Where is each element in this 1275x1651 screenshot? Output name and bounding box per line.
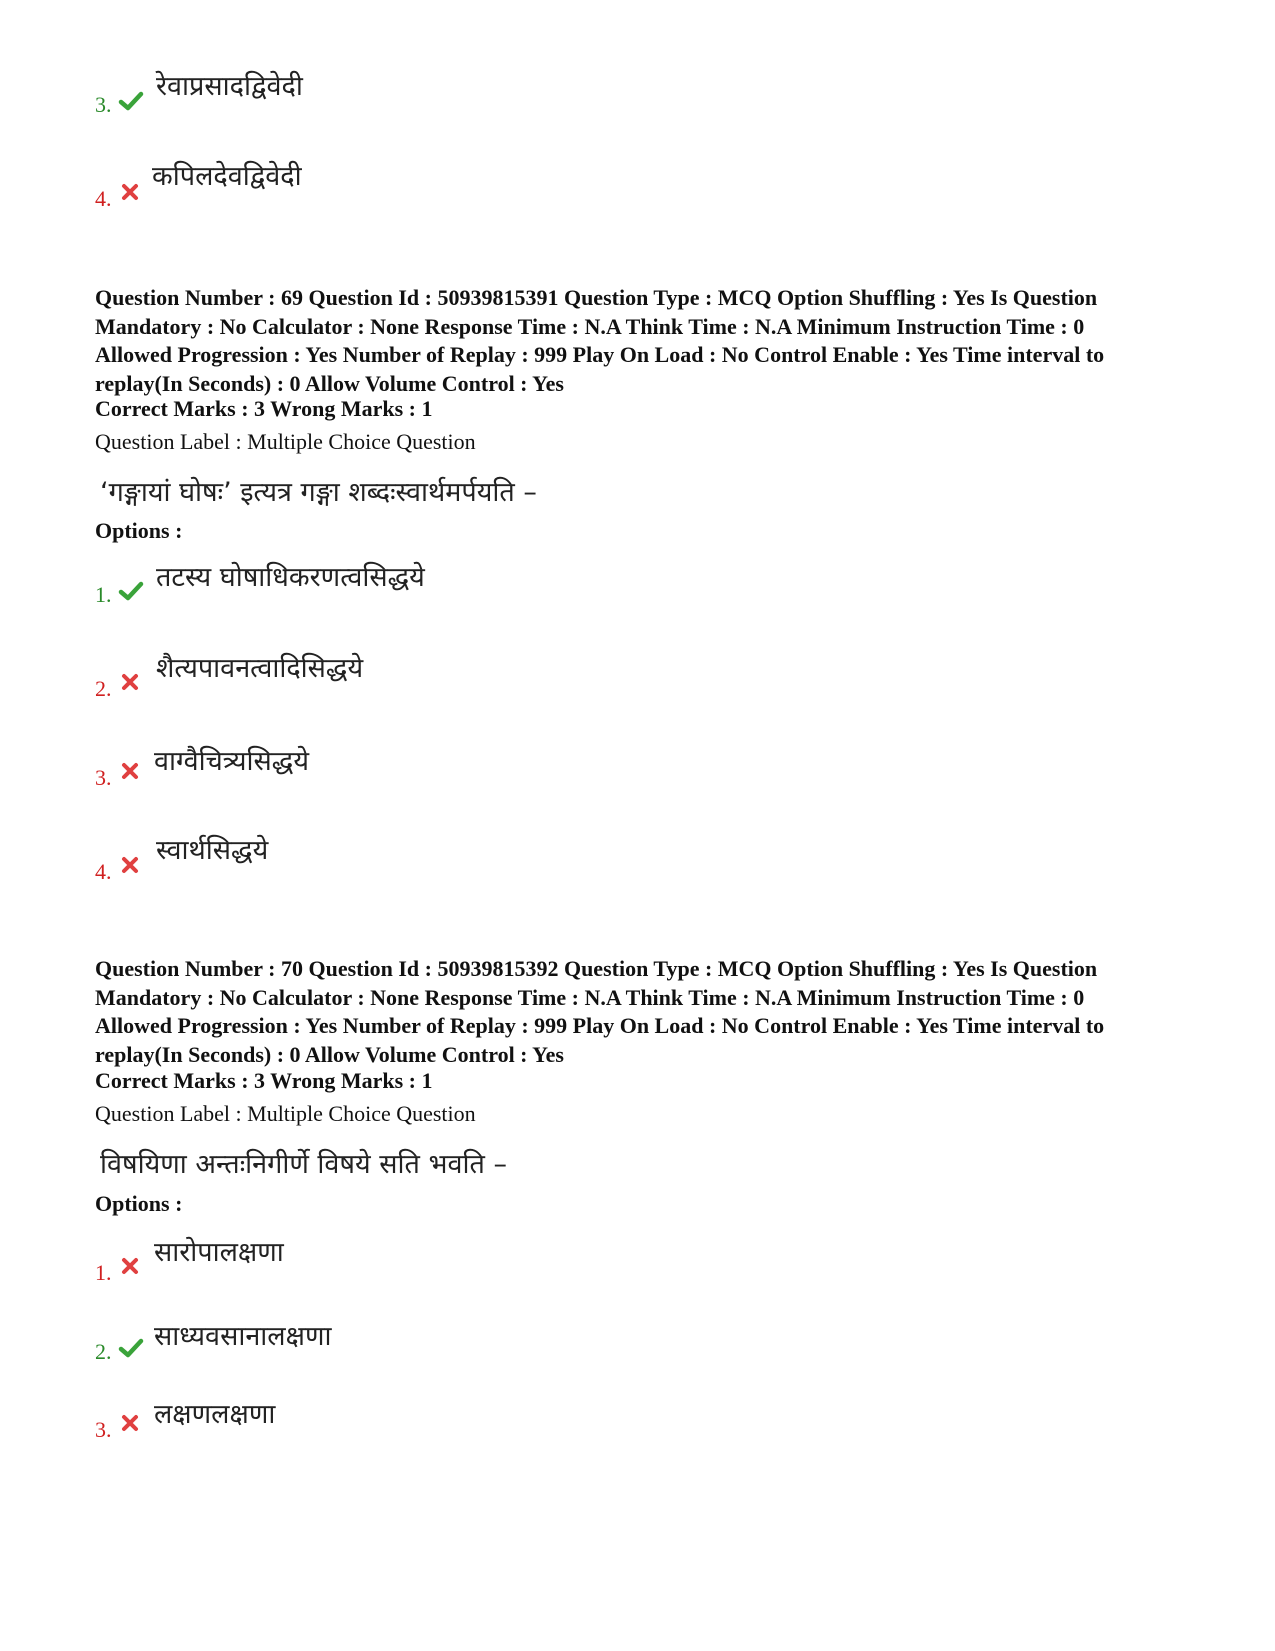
cross-icon	[118, 853, 144, 879]
option-number: 1.	[95, 582, 112, 607]
option-text: कपिलदेवद्विवेदी	[152, 161, 302, 192]
option-text: लक्षणलक्षणा	[154, 1399, 276, 1430]
cross-icon	[118, 670, 144, 696]
checkmark-icon	[118, 1335, 144, 1361]
checkmark-icon	[118, 578, 144, 604]
option-number: 3.	[95, 1417, 112, 1442]
question-text: ‘गङ्गायां घोषः’ इत्यत्र गङ्गा शब्दःस्वार्थमर्पयति –	[100, 477, 537, 508]
options-heading: Options :	[95, 1191, 183, 1216]
options-heading: Options :	[95, 518, 183, 543]
option-text: साध्यवसानालक्षणा	[154, 1321, 332, 1352]
option-number: 4.	[95, 859, 112, 884]
question-label: Question Label : Multiple Choice Question	[95, 429, 476, 454]
option-number: 3.	[95, 765, 112, 790]
question-label: Question Label : Multiple Choice Question	[95, 1101, 476, 1126]
option-text: सारोपालक्षणा	[154, 1237, 284, 1268]
option-text: रेवाप्रसादद्विवेदी	[156, 71, 303, 102]
question-marks: Correct Marks : 3 Wrong Marks : 1	[95, 396, 433, 421]
checkmark-icon	[118, 88, 144, 114]
option-text: तटस्य घोषाधिकरणत्वसिद्धये	[156, 562, 425, 593]
cross-icon	[118, 1411, 144, 1437]
question-meta: Question Number : 70 Question Id : 50939815392 Question Type : MCQ Option Shuffling : Yes Is Question Mandatory : No Calculator : None Response Time : N.A Think Time : N.A Minimum Instruction Time : 0 Allowed Progression : Yes Number of Replay : 999 Play On Load : No Control Enable : Yes Time interval to replay(In Seconds) : 0 Allow Volume Control : Yes	[95, 956, 1105, 1067]
cross-icon	[118, 759, 144, 785]
option-number: 2.	[95, 676, 112, 701]
cross-icon	[118, 1254, 144, 1280]
option-number: 3.	[95, 92, 112, 117]
option-text: स्वार्थसिद्धये	[156, 835, 269, 866]
question-text: विषयिणा अन्तःनिगीर्णे विषये सति भवति –	[100, 1149, 507, 1180]
cross-icon	[118, 180, 144, 206]
option-text: वाग्वैचित्र्यसिद्धये	[154, 746, 310, 777]
option-text: शैत्यपावनत्वादिसिद्धये	[156, 653, 364, 684]
option-number: 2.	[95, 1339, 112, 1364]
question-meta: Question Number : 69 Question Id : 50939815391 Question Type : MCQ Option Shuffling : Yes Is Question Mandatory : No Calculator : None Response Time : N.A Think Time : N.A Minimum Instruction Time : 0 Allowed Progression : Yes Number of Replay : 999 Play On Load : No Control Enable : Yes Time interval to replay(In Seconds) : 0 Allow Volume Control : Yes	[95, 285, 1105, 396]
option-number: 4.	[95, 186, 112, 211]
question-marks: Correct Marks : 3 Wrong Marks : 1	[95, 1068, 433, 1093]
option-number: 1.	[95, 1260, 112, 1285]
